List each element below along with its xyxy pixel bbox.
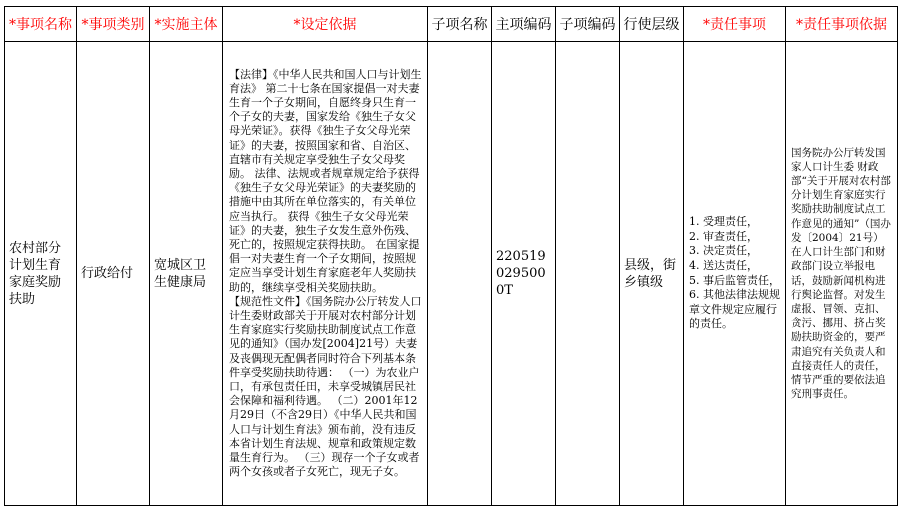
header-item-name: *事项名称: [5, 7, 77, 42]
cell-implementing-body: 宽城区卫生健康局: [150, 42, 223, 506]
power-list-table: [4, 6, 898, 506]
table-row: [5, 42, 898, 506]
header-main-code: 主项编码: [492, 7, 556, 42]
responsibility-item: 1. 受理责任，: [689, 215, 758, 229]
header-sub-item-name: 子项名称: [428, 7, 492, 42]
responsibility-item: 5. 事后监管责任，: [689, 273, 780, 287]
cell-main-code: 2205190295000T: [492, 42, 556, 506]
responsibility-item: 4. 送达责任，: [689, 258, 758, 272]
responsibility-item: 3. 决定责任，: [689, 244, 758, 258]
header-responsibilities: *责任事项: [684, 7, 786, 42]
header-implementing-body: *实施主体: [150, 7, 223, 42]
cell-responsibility-basis: 国务院办公厅转发国家人口计生委 财政部“关于开展对农村部分计划生育家庭实行奖励扶助制度试点工作意见的通知”（国办发〔2004〕21号）在人口计生部门和财政部门设立举报电话，鼓励新闻机构进行舆论监督。对发生虚报、冒领、克扣、贪污、挪用、挤占奖励扶助资金的，要严肃追究有关负责人和直接责任人的责任，情节严重的要依法追究刑事责任。: [786, 42, 898, 506]
cell-responsibilities: [684, 42, 786, 506]
cell-sub-code: [556, 42, 620, 506]
cell-item-category: 行政给付: [77, 42, 150, 506]
header-responsibility-basis: *责任事项依据: [786, 7, 898, 42]
header-legal-basis: *设定依据: [223, 7, 428, 42]
header-exercise-level: 行使层级: [620, 7, 684, 42]
cell-legal-basis: 【法律】《中华人民共和国人口与计划生育法》 第二十七条在国家提倡一对夫妻生育一个子女期间，自愿终身只生育一个子女的夫妻，国家发给《独生子女父母光荣证》。获得《独生子女父母光荣证》的夫妻，按照国家和省、自治区、直辖市有关规定享受独生子女父母奖励。 法律、法规或者规章规定给予获得《独生子女父母光荣证》的夫妻奖励的措施中由其所在单位落实的，有关单位应当执行。 获得《独生子女父母光荣证》的夫妻，独生子女发生意外伤残、死亡的，按照规定获得扶助。 在国家提倡一对夫妻生育一个子女期间，按照规定应当享受计划生育家庭老年人奖励扶助的，继续享受相关奖励扶助。 【规范性文件】《国务院办公厅转发人口计生委财政部关于开展对农村部分计划生育家庭实行奖励扶助制度试点工作意见的通知》（国办发[2004]21号）夫妻及丧偶现无配偶者同时符合下列基本条件享受奖励扶助待遇： （一）为农业户口，有承包责任田，未享受城镇居民社会保障和福利待遇。 （二）2001年12月29日（不含29日）《中华人民共和国人口与计划生育法》颁布前，没有违反本省计划生育法规、规章和政策规定数量生育行为。 （三）现存一个子女或者两个女孩或者子女死亡，现无子女。: [223, 42, 428, 506]
responsibility-item: 2. 审查责任，: [689, 229, 758, 243]
header-sub-code: 子项编码: [556, 7, 620, 42]
cell-sub-item-name: [428, 42, 492, 506]
header-row: [5, 7, 898, 42]
header-item-category: *事项类别: [77, 7, 150, 42]
cell-exercise-level: 县级，街乡镇级: [620, 42, 684, 506]
responsibility-item: 6. 其他法律法规规章文件规定应履行的责任。: [689, 288, 780, 331]
cell-item-name: 农村部分计划生育家庭奖励扶助: [5, 42, 77, 506]
